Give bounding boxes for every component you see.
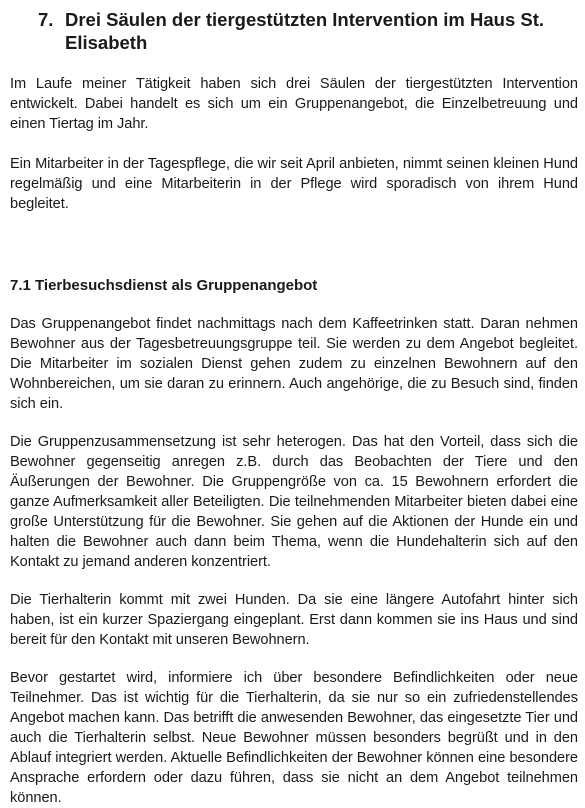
intro-paragraph-1: Im Laufe meiner Tätigkeit haben sich drei Säulen der tiergestützten Intervention entwickelt. Dabei handelt es sich um ein Gruppenangebot, die Einzelbetreuung und einen Tiertag im Jahr.	[10, 76, 578, 132]
document-page	[10, 8, 578, 808]
section-heading	[38, 8, 578, 54]
subsection-paragraph-3: Die Tierhalterin kommt mit zwei Hunden. Da sie eine längere Autofahrt hinter sich haben, ist ein kurzer Spaziergang eingeplant. Erst dann kommen sie ins Haus und sind bereit für den Kontakt mit unseren Bewohnern.	[10, 592, 578, 648]
intro-paragraph-2: Ein Mitarbeiter in der Tagespflege, die wir seit April anbieten, nimmt seinen kleinen Hund regelmäßig und eine Mitarbeiterin in der Pflege wird sporadisch von ihrem Hund begleitet.	[10, 156, 578, 212]
subsection-paragraph-4: Bevor gestartet wird, informiere ich über besondere Befindlichkeiten oder neue Teilnehmer. Das ist wichtig für die Tierhalterin, da sie nur so ein zufriedenstellendes Angebot machen kann. Das betrifft die anwesenden Bewohner, das eingesetzte Tier und auch die Tierhalterin selbst. Neue Bewohner müssen besonders begrüßt und in den Ablauf integriert werden. Aktuelle Befindlichkeiten der Bewohner können eine besondere Ansprache erfordern oder dazu führen, dass sie nicht an dem Angebot teilnehmen können.	[10, 670, 578, 806]
section-title: Drei Säulen der tiergestützten Intervention im Haus St. Elisabeth	[65, 9, 545, 53]
subsection-paragraph-2: Die Gruppenzusammensetzung ist sehr heterogen. Das hat den Vorteil, dass sich die Bewohner gegenseitig anregen z.B. durch das Beobachten der Tiere und den Äußerungen der Bewohner. Die Gruppengröße von ca. 15 Bewohnern erfordert die ganze Aufmerksamkeit aller Beteiligten. Die teilnehmenden Mitarbeiter bieten dabei eine große Unterstützung für die Bewohner. Sie gehen auf die Aktionen der Hunde ein und halten die Bewohner auch dann beim Thema, wenn die Hundehalterin sich auf den Kontakt zu jemand anderen konzentriert.	[10, 434, 578, 570]
subsection-paragraph-1: Das Gruppenangebot findet nachmittags nach dem Kaffeetrinken statt. Daran nehmen Bewohner aus der Tagesbetreuungsgruppe teil. Sie werden zu dem Angebot begleitet. Die Mitarbeiter im sozialen Dienst gehen zudem zu einzelnen Bewohnern auf den Wohnbereichen, um sie daran zu erinnern. Auch angehörige, die zu Besuch sind, finden sich ein.	[10, 316, 578, 412]
subsection-title: 7.1 Tierbesuchsdienst als Gruppenangebot	[10, 277, 318, 294]
section-number: 7.	[38, 9, 54, 30]
